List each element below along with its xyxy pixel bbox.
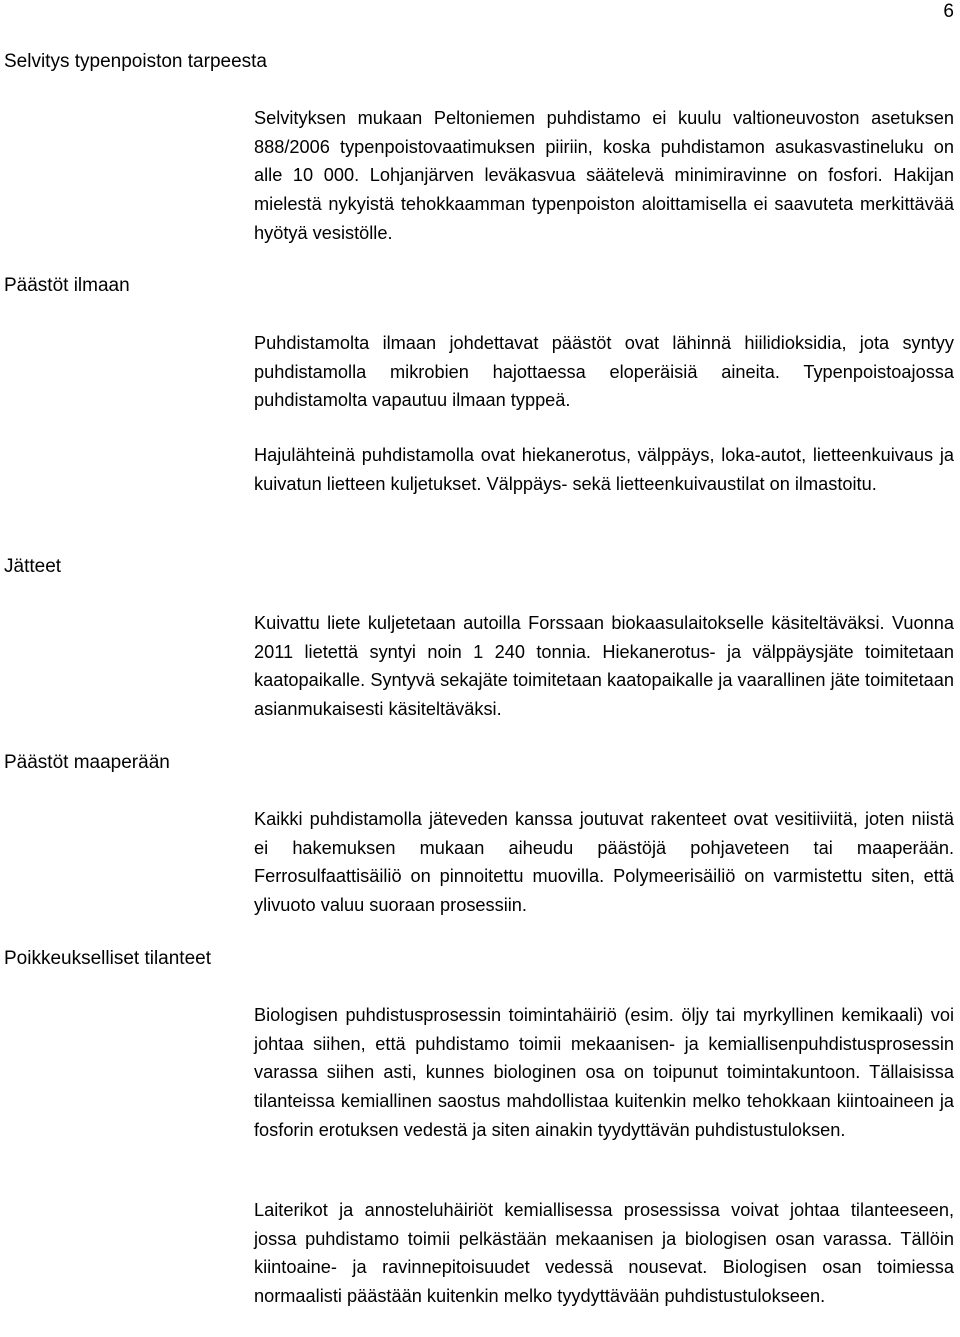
paragraph-paastot-ilmaan-2: Hajulähteinä puhdistamolla ovat hiekanerotus, välppäys, loka-autot, lietteenkuivaus ja kuivatun lietteen kuljetukset. Välppäys- sekä lietteenkuivaustilat on ilmastoitu. <box>254 445 954 494</box>
section-heading-jatteet: Jätteet <box>4 556 62 577</box>
section-heading-paastot-maaperaan: Päästöt maaperään <box>4 752 170 773</box>
paragraph-jatteet: Kuivattu liete kuljetetaan autoilla Forssaan biokaasulaitokselle käsiteltäväksi. Vuonna 2011 lietettä syntyi noin 1 240 tonnia. Hiekanerotus- ja välppäysjäte toimitetaan kaatopaikalle. Syntyvä sekajäte toimitetaan kaatopaikalle ja vaarallinen jäte toimitetaan asianmukaisesti käsiteltäväksi. <box>254 613 954 720</box>
section-heading-poikkeukselliset-tilanteet: Poikkeukselliset tilanteet <box>4 948 211 969</box>
section-heading-typenpoisto: Selvitys typenpoiston tarpeesta <box>4 51 267 72</box>
paragraph-paastot-ilmaan-1: Puhdistamolta ilmaan johdettavat päästöt ovat lähinnä hiilidioksidia, jota syntyy puhdistamolla mikrobien hajottaessa eloperäisiä aineita. Typenpoistoajossa puhdistamolta vapautuu ilmaan typpeä. <box>254 333 954 411</box>
paragraph-poikkeukselliset-1: Biologisen puhdistusprosessin toimintahäiriö (esim. öljy tai myrkyllinen kemikaali) voi johtaa siihen, että puhdistamo toimii mekaanisen- ja kemiallisenpuhdistusprosessin varassa siihen asti, kunnes biologinen osa on toipunut toimintakuntoon. Tällaisissa tilanteissa kemiallinen saostus mahdollistaa kuitenkin melko tehokkaan kiintoaineen ja fosforin erotuksen vedestä ja siten ainakin tyydyttävän puhdistustuloksen. <box>254 1005 954 1140</box>
paragraph-paastot-maaperaan: Kaikki puhdistamolla jäteveden kanssa joutuvat rakenteet ovat vesitiiviitä, joten niistä ei hakemuksen mukaan aiheudu päästöjä pohjaveteen tai maaperään. Ferrosulfaattisäiliö on pinnoitettu muovilla. Polymeerisäiliö on varmistettu siten, että ylivuoto valuu suoraan prosessiin. <box>254 809 954 916</box>
section-heading-paastot-ilmaan: Päästöt ilmaan <box>4 275 130 296</box>
paragraph-typenpoisto: Selvityksen mukaan Peltoniemen puhdistamo ei kuulu valtioneuvoston asetuksen 888/2006 typenpoistovaatimuksen piiriin, koska puhdistamon asukasvastineluku on alle 10 000. Lohjanjärven leväkasvua säätelevä minimiravinne on fosfori. Hakijan mielestä nykyistä tehokkaamman typenpoiston aloittamisella ei saavuteta merkittävää hyötyä vesistölle. <box>254 108 954 243</box>
paragraph-poikkeukselliset-2: Laiterikot ja annosteluhäiriöt kemiallisessa prosessissa voivat johtaa tilanteeseen, jossa puhdistamo toimii pelkästään mekaanisen ja biologisen osan varassa. Tällöin kiintoaine- ja ravinnepitoisuudet vedessä nousevat. Biologisen osan toimiessa normaalisti päästään kuitenkin melko tyydyttävään puhdistustulokseen. <box>254 1200 954 1307</box>
page-number: 6 <box>943 1 954 22</box>
